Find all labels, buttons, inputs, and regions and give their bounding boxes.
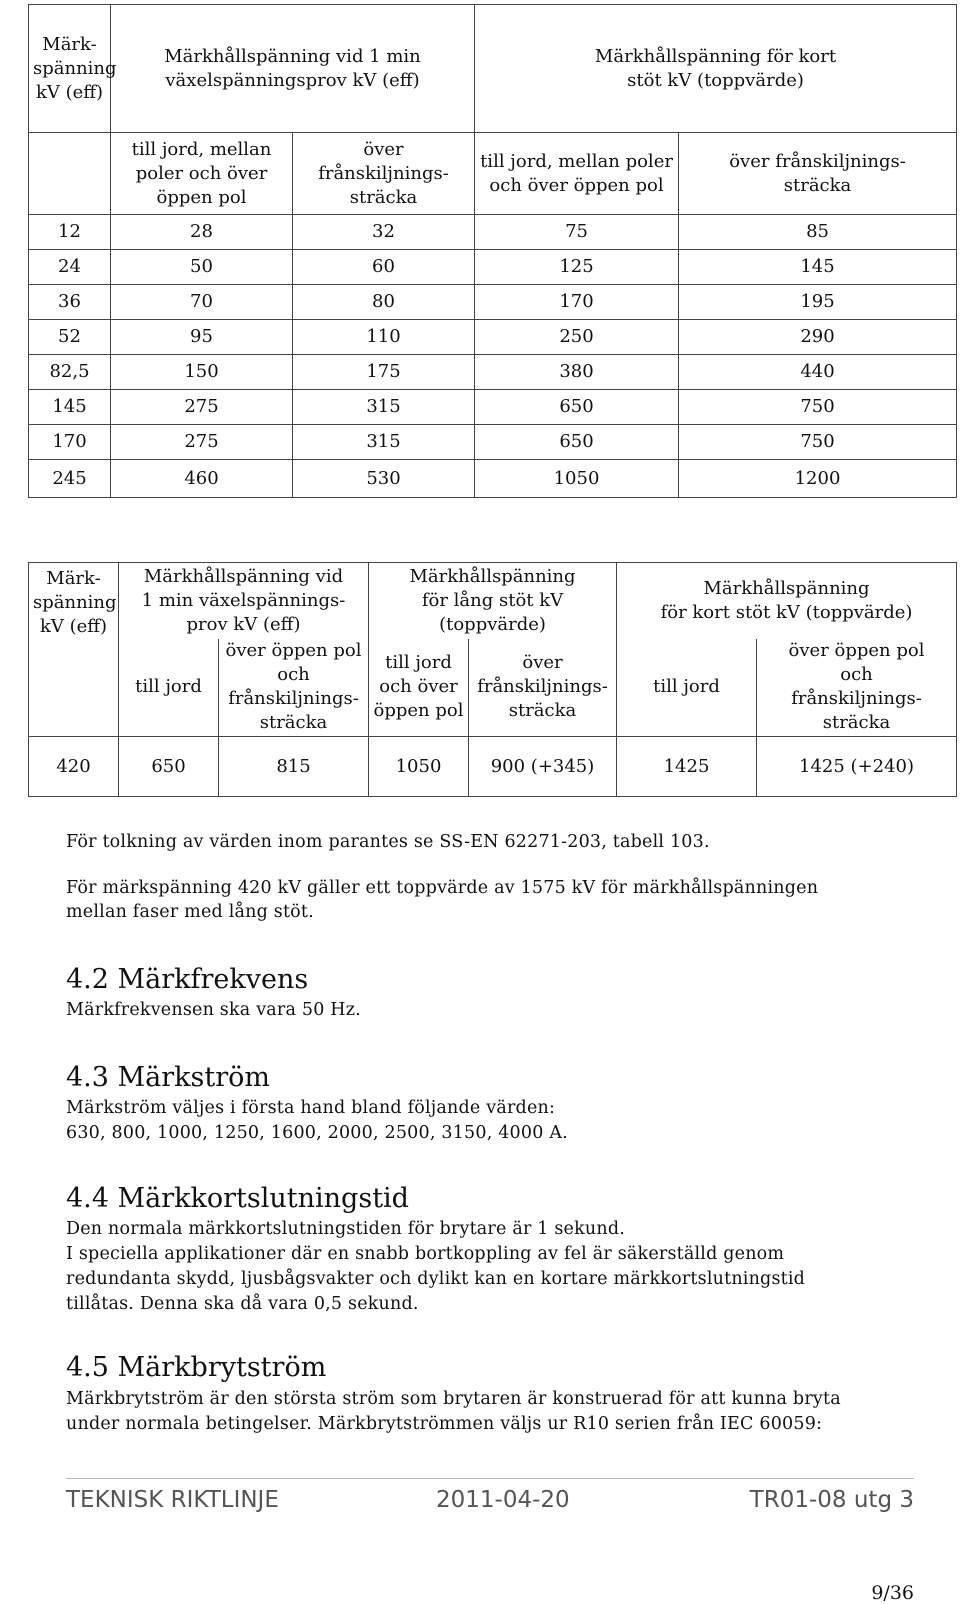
section-text: Märkström väljes i första hand bland följande värden:	[66, 1098, 556, 1118]
cell: 750	[679, 425, 957, 460]
cell: 28	[111, 215, 293, 250]
cell: 110	[293, 320, 475, 355]
cell: 650	[475, 425, 679, 460]
cell: 70	[111, 285, 293, 320]
header-rated-voltage: Märk- spänning kV (eff)	[29, 563, 119, 737]
section-text: Den normala märkkortslutningstiden för brytare är 1 sekund.	[66, 1219, 626, 1239]
cell: 1050	[475, 460, 679, 498]
subheader-open-pole: över öppen pol och frånskiljnings- sträcka	[219, 639, 369, 737]
cell: 75	[475, 215, 679, 250]
cell: 1425	[617, 737, 757, 797]
subheader-open-pole: över öppen pol och frånskiljnings- sträcka	[757, 639, 957, 737]
header-ac-withstand: Märkhållspänning vid 1 min växelspänningsprov kV (eff)	[111, 5, 475, 133]
cell: 36	[29, 285, 111, 320]
voltage-table-420kv	[28, 562, 957, 797]
cell: 1200	[679, 460, 957, 498]
cell: 125	[475, 250, 679, 285]
subheader-isolating: över frånskiljnings- sträcka	[679, 133, 957, 215]
subheader-isolating: över frånskiljnings- sträcka	[469, 639, 617, 737]
section-text: redundanta skydd, ljusbågsvakter och dylikt kan en kortare märkkortslutningstid	[66, 1269, 806, 1289]
footer-doc-type: TEKNISK RIKTLINJE	[66, 1487, 279, 1513]
section-heading: 4.3 Märkström	[66, 1062, 271, 1093]
subheader-to-earth: till jord	[617, 639, 757, 737]
cell: 60	[293, 250, 475, 285]
cell: 315	[293, 425, 475, 460]
table-row	[29, 460, 957, 498]
table-row	[29, 737, 957, 797]
cell: 1050	[369, 737, 469, 797]
cell: 145	[29, 390, 111, 425]
section-text: Märkfrekvensen ska vara 50 Hz.	[66, 1000, 361, 1020]
note-parentheses: För tolkning av värden inom parantes se SS-EN 62271-203, tabell 103.	[66, 832, 710, 852]
cell: 245	[29, 460, 111, 498]
header-ac-withstand: Märkhållspänning vid 1 min växelspännings- prov kV (eff)	[119, 563, 369, 639]
cell: 650	[119, 737, 219, 797]
voltage-table	[28, 4, 957, 498]
section-text: 630, 800, 1000, 1250, 1600, 2000, 2500, 3150, 4000 A.	[66, 1123, 568, 1143]
table-row	[29, 215, 957, 250]
cell: 95	[111, 320, 293, 355]
cell: 195	[679, 285, 957, 320]
table-row	[29, 390, 957, 425]
section-heading: 4.5 Märkbrytström	[66, 1352, 327, 1383]
cell: 32	[293, 215, 475, 250]
cell: 24	[29, 250, 111, 285]
header-rated-voltage: Märk- spänning kV (eff)	[29, 5, 111, 133]
section-heading: 4.2 Märkfrekvens	[66, 964, 309, 995]
section-text: I speciella applikationer där en snabb bortkoppling av fel är säkerställd genom	[66, 1244, 785, 1264]
header-empty	[29, 133, 111, 215]
note-420kv-line1: För märkspänning 420 kV gäller ett toppvärde av 1575 kV för märkhållspänningen	[66, 878, 819, 898]
footer-date: 2011-04-20	[436, 1487, 570, 1513]
cell: 440	[679, 355, 957, 390]
subheader-to-earth: till jord, mellan poler och över öppen pol	[111, 133, 293, 215]
table-row	[29, 250, 957, 285]
cell: 150	[111, 355, 293, 390]
cell: 530	[293, 460, 475, 498]
cell: 650	[475, 390, 679, 425]
cell: 900 (+345)	[469, 737, 617, 797]
page-footer	[66, 1478, 914, 1519]
cell: 275	[111, 425, 293, 460]
cell: 290	[679, 320, 957, 355]
cell: 815	[219, 737, 369, 797]
table-row	[29, 425, 957, 460]
subheader-to-earth: till jord och över öppen pol	[369, 639, 469, 737]
section-text: tillåtas. Denna ska då vara 0,5 sekund.	[66, 1294, 419, 1314]
cell: 420	[29, 737, 119, 797]
cell: 275	[111, 390, 293, 425]
subheader-isolating: över frånskiljnings- sträcka	[293, 133, 475, 215]
cell: 250	[475, 320, 679, 355]
cell: 170	[29, 425, 111, 460]
cell: 85	[679, 215, 957, 250]
table-row	[29, 285, 957, 320]
footer-doc-id: TR01-08 utg 3	[749, 1487, 914, 1513]
page-number: 9/36	[871, 1582, 914, 1604]
section-text: Märkbrytström är den största ström som brytaren är konstruerad för att kunna bryta	[66, 1389, 841, 1409]
subheader-to-earth: till jord	[119, 639, 219, 737]
section-text: under normala betingelser. Märkbrytströmmen väljs ur R10 serien från IEC 60059:	[66, 1414, 823, 1434]
cell: 82,5	[29, 355, 111, 390]
table-row	[29, 320, 957, 355]
cell: 315	[293, 390, 475, 425]
cell: 80	[293, 285, 475, 320]
cell: 1425 (+240)	[757, 737, 957, 797]
cell: 50	[111, 250, 293, 285]
subheader-to-earth: till jord, mellan poler och över öppen pol	[475, 133, 679, 215]
cell: 170	[475, 285, 679, 320]
cell: 750	[679, 390, 957, 425]
header-impulse-withstand: Märkhållspänning för kort stöt kV (toppvärde)	[475, 5, 957, 133]
note-420kv-line2: mellan faser med lång stöt.	[66, 902, 314, 922]
section-heading: 4.4 Märkkortslutningstid	[66, 1183, 409, 1214]
header-short-impulse: Märkhållspänning för kort stöt kV (toppvärde)	[617, 563, 957, 639]
cell: 460	[111, 460, 293, 498]
cell: 380	[475, 355, 679, 390]
cell: 145	[679, 250, 957, 285]
cell: 52	[29, 320, 111, 355]
header-long-impulse: Märkhållspänning för lång stöt kV (toppvärde)	[369, 563, 617, 639]
cell: 175	[293, 355, 475, 390]
cell: 12	[29, 215, 111, 250]
table-row	[29, 355, 957, 390]
